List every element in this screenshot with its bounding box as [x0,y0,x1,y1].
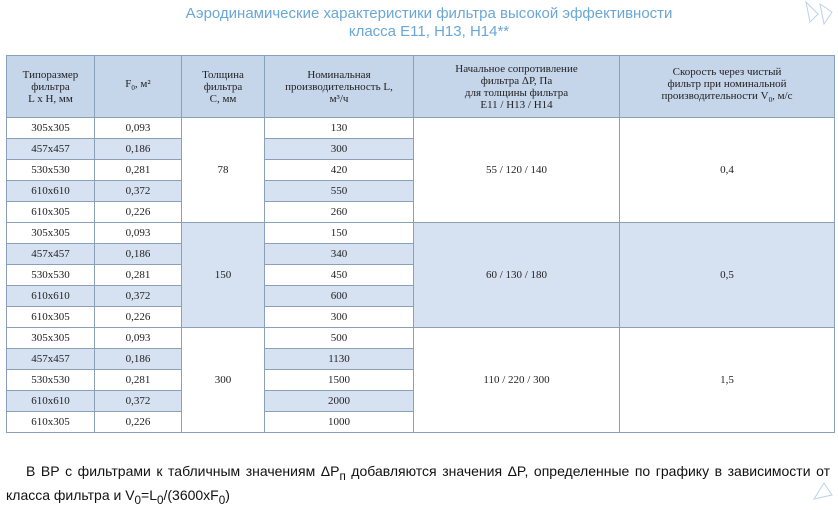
cell-size: 457x457 [7,139,95,160]
header-velocity: Скорость через чистый фильтр при номинальной производительности $V_0$, м/с [620,56,835,118]
footnote-text-4: /(3600xF [163,486,219,503]
cell-area: 0,093 [95,118,182,139]
cell-area: 0,281 [95,160,182,181]
table-row [7,223,835,244]
cell-capacity: 600 [265,286,414,307]
cell-size: 305x305 [7,328,95,349]
filter-specs-table [6,55,835,433]
cell-size: 530x530 [7,160,95,181]
cell-thickness: 78 [182,118,265,223]
title-line-1: Аэродинамические характеристики фильтра высокой эффективности [185,5,673,22]
cell-thickness: 300 [182,328,265,433]
cell-capacity: 150 [265,223,414,244]
cell-area: 0,186 [95,349,182,370]
cell-capacity: 300 [265,307,414,328]
cell-area: 0,281 [95,265,182,286]
footnote-text-1: В ВР с фильтрами к табличным значениям ΔP [26,463,340,479]
cell-capacity: 340 [265,244,414,265]
cell-size: 457x457 [7,244,95,265]
corner-decoration-bottom-icon [810,477,836,503]
cell-capacity: 500 [265,328,414,349]
cell-size: 305x305 [7,223,95,244]
cell-capacity: 450 [265,265,414,286]
cell-size: 610x305 [7,202,95,223]
cell-capacity: 1000 [265,412,414,433]
cell-capacity: 260 [265,202,414,223]
footnote-text-2: добавляются значения ΔP, определенные по графику в зависимости от класса фильтра и V [6,463,830,503]
cell-thickness: 150 [182,223,265,328]
cell-capacity: 300 [265,139,414,160]
cell-area: 0,186 [95,139,182,160]
footnote [6,462,830,510]
cell-area: 0,226 [95,307,182,328]
cell-size: 610x305 [7,412,95,433]
cell-capacity: 2000 [265,391,414,412]
cell-area: 0,226 [95,202,182,223]
footnote-sub-2: 0 [134,493,142,507]
cell-capacity: 1130 [265,349,414,370]
cell-velocity: 1,5 [620,328,835,433]
table-title [0,5,838,41]
footnote-text-3: =L [141,486,157,503]
table-body [7,118,835,433]
footnote-sub-4: 0 [218,493,226,507]
footnote-sub-1: п [339,469,346,483]
title-line-2: класса Е11, Н13, Н14** [348,23,510,40]
cell-area: 0,186 [95,244,182,265]
cell-capacity: 420 [265,160,414,181]
cell-size: 530x530 [7,370,95,391]
header-thickness: Толщина фильтра C, мм [182,56,265,118]
cell-area: 0,281 [95,370,182,391]
cell-size: 530x530 [7,265,95,286]
table-row [7,118,835,139]
cell-size: 610x610 [7,286,95,307]
cell-velocity: 0,4 [620,118,835,223]
cell-size: 610x610 [7,391,95,412]
cell-resistance: 110 / 220 / 300 [414,328,620,433]
cell-area: 0,372 [95,391,182,412]
cell-size: 305x305 [7,118,95,139]
cell-velocity: 0,5 [620,223,835,328]
cell-capacity: 130 [265,118,414,139]
cell-area: 0,372 [95,286,182,307]
cell-size: 457x457 [7,349,95,370]
header-resistance: Начальное сопротивление фильтра ΔP, Па для толщины фильтра E11 / H13 / H14 [414,56,620,118]
cell-capacity: 1500 [265,370,414,391]
table-row [7,328,835,349]
header-row [7,56,835,118]
cell-area: 0,372 [95,181,182,202]
header-area: $F_0$, м² [95,56,182,118]
cell-area: 0,093 [95,328,182,349]
footnote-sub-3: 0 [157,493,164,507]
cell-size: 610x305 [7,307,95,328]
cell-capacity: 550 [265,181,414,202]
cell-resistance: 55 / 120 / 140 [414,118,620,223]
cell-area: 0,226 [95,412,182,433]
cell-area: 0,093 [95,223,182,244]
cell-resistance: 60 / 130 / 180 [414,223,620,328]
header-capacity: Номинальная производительность L, м³/ч [265,56,414,118]
footnote-text-5: ) [225,486,230,503]
header-size: Типоразмер фильтра L x H, мм [7,56,95,118]
cell-size: 610x610 [7,181,95,202]
